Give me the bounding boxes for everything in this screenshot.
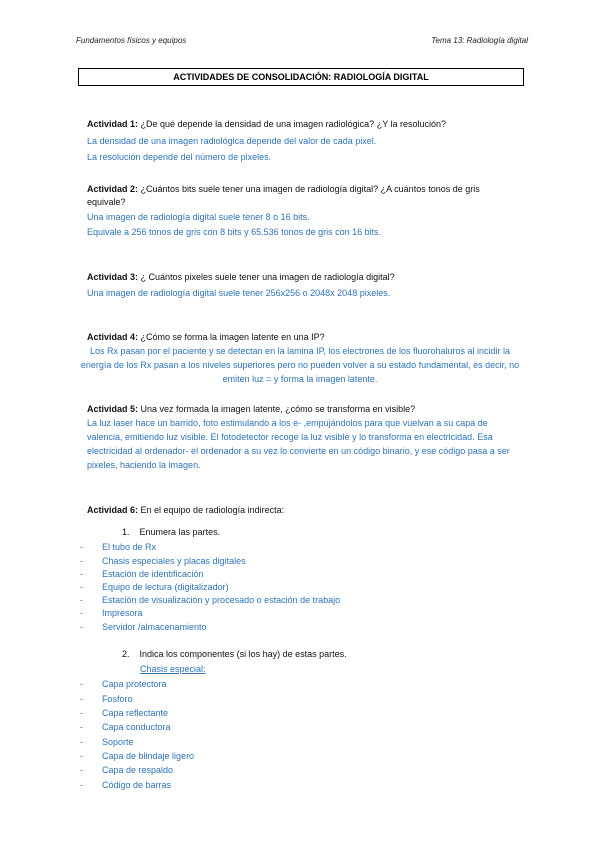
list-item: - Capa reflectante (80, 708, 169, 718)
part-number: 1. (122, 527, 130, 537)
activity-label: Actividad 3: (87, 272, 139, 282)
activity-1-question (87, 118, 507, 131)
activity-question-text: En el equipo de radiología indirecta: (138, 505, 285, 515)
activity-label: Actividad 5: (87, 404, 139, 414)
list-item: - Fosforo (80, 694, 133, 704)
activity-question-text: ¿Cuántos bits suele tener una imagen de radiología digital? ¿A cuántos tonos de gris equivale? (87, 184, 480, 207)
activity-4-question (87, 331, 507, 344)
part-text: Indica los componentes (si los hay) de estas partes. (139, 649, 347, 659)
part-number: 2. (122, 649, 130, 659)
list-item: - Código de barras (80, 780, 172, 790)
part-1-heading (122, 527, 220, 537)
activity-5-question (87, 403, 507, 416)
activity-label: Actividad 1: (87, 119, 139, 129)
activity-5-answer-1: La luz laser hace un barrido, foto estimulando a los e- ,empujándolos para que vuelvan a su capa de valencia, emitiendo luz visible. El fotodetector recoge la luz visible y lo transforma en electricidad. Esa electricidad al ordenador- el ordenador a su vez lo convierte en un código binario, y ese código pasa a ser pixeles, haciendo la imagen. (87, 418, 510, 470)
list-item: - Estación de identificación (80, 569, 204, 579)
activity-label: Actividad 2: (87, 184, 139, 194)
activity-6-question (87, 504, 507, 517)
part-2-heading (122, 649, 347, 659)
activity-4-answer-1: Los Rx pasan por el paciente y se detectan en la lamina IP, los electrones de los fluorohaluros al incidir la energía de los Rx pasan a los niveles superiores pero no pueden volver a su estado fundamental, es decir, no emiten luz = y forma la imagen latente. (80, 346, 520, 384)
activity-question-text: ¿Cómo se forma la imagen latente en una IP? (138, 332, 325, 342)
list-item: - Capa de respaldo (80, 765, 174, 775)
activity-3-question (87, 271, 507, 284)
activity-2-answer-2: Equivale a 256 tonos de gris con 8 bits y 65.536 tonos de gris con 16 bits. (87, 227, 382, 237)
activity-1-answer-2: La resolución depende del número de pixeles. (87, 152, 272, 162)
list-item: - Chasis especiales y placas digitales (80, 556, 246, 566)
list-item: - Capa conductora (80, 722, 171, 732)
activity-question-text: Una vez formada la imagen latente, ¿cómo se transforma en visible? (138, 404, 416, 414)
list-item: - Servidor /almacenamiento (80, 622, 207, 632)
activity-1-answer-1: La densidad de una imagen radiológica depende del valor de cada pixel. (87, 136, 377, 146)
list-item: - Equipo de lectura (digitalizador) (80, 582, 229, 592)
list-item: - Capa de blindaje ligero (80, 751, 195, 761)
activity-2-answer-1: Una imagen de radiología digital suele tener 8 o 16 bits. (87, 212, 310, 222)
activity-label: Actividad 4: (87, 332, 139, 342)
activity-question-text: ¿De qué depende la densidad de una imagen radiológica? ¿Y la resolución? (138, 119, 447, 129)
subheading-chasis-especial: Chasis especial: (140, 664, 206, 674)
activity-label: Actividad 6: (87, 505, 139, 515)
header-left: Fundamentos físicos y equipos (76, 36, 187, 45)
list-item: - El tubo de Rx (80, 542, 157, 552)
list-item: - Soporte (80, 737, 134, 747)
list-item: - Capa protectora (80, 679, 167, 689)
activity-2-question (87, 183, 492, 209)
page-title: ACTIVIDADES DE CONSOLIDACIÓN: RADIOLOGÍA DIGITAL (78, 68, 524, 86)
header-right: Tema 13: Radiología digital (431, 36, 528, 45)
activity-question-text: ¿ Cuántos pixeles suele tener una imagen de radiología digital? (138, 272, 395, 282)
activity-3-answer-1: Una imagen de radiología digital suele tener 256x256 o 2048x 2048 pixeles. (87, 288, 391, 298)
list-item: - Impresora (80, 608, 143, 618)
list-item: - Estación de visualización y procesado o estación de trabajo (80, 595, 341, 605)
part-text: Enumera las partes. (139, 527, 221, 537)
